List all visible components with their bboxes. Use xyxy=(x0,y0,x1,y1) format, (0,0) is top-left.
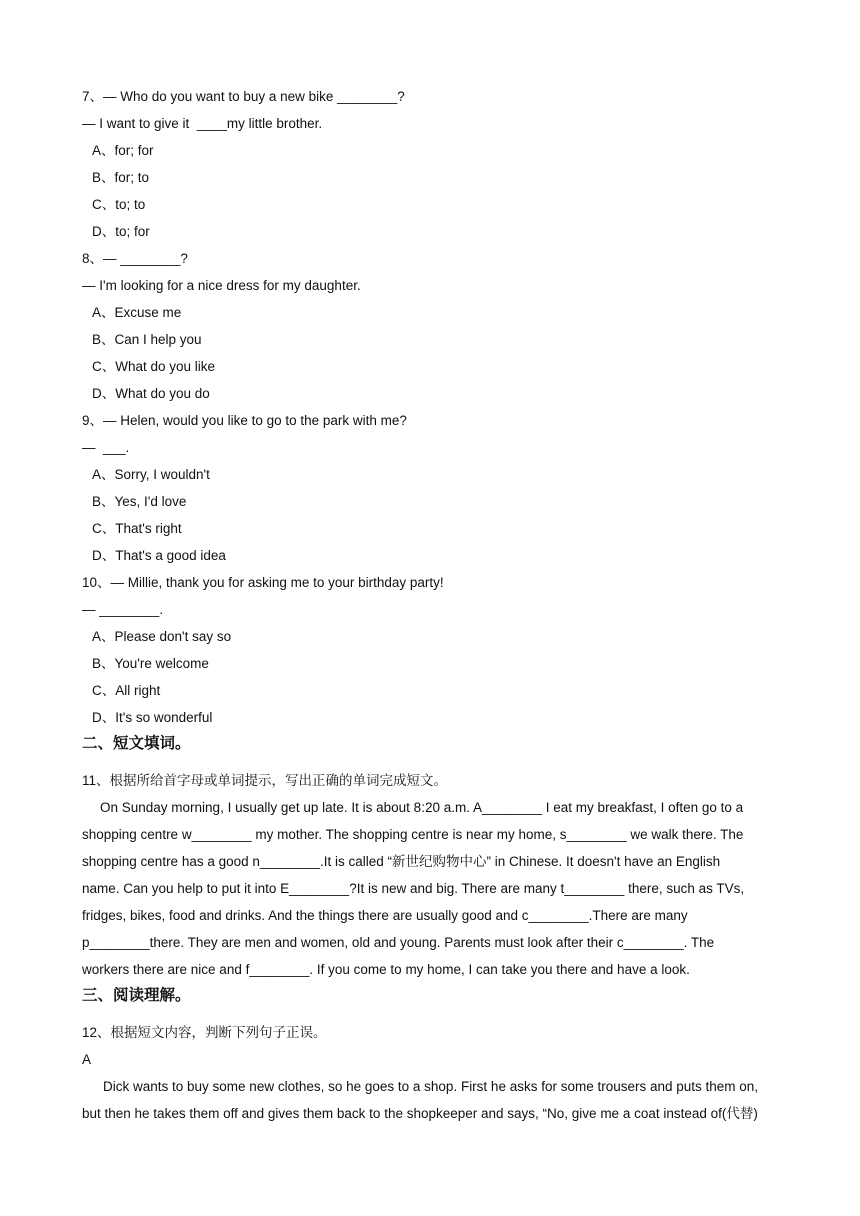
q11-instruction: 11、根据所给首字母或单词提示，写出正确的单词完成短文。 xyxy=(82,773,448,788)
q7-option-a: A、for; for xyxy=(92,143,154,158)
q7-reply: — I want to give it ____my little brother. xyxy=(82,116,323,131)
q9-option-c: C、That's right xyxy=(92,521,182,536)
q11-passage-line: name. Can you help to put it into E________?It is new and big. There are many t________ there, such as TVs, xyxy=(82,881,745,896)
q11-passage-line: On Sunday morning, I usually get up late. It is about 8:20 a.m. A________ I eat my breakfast, I often go to a xyxy=(100,800,744,815)
q8-option-a: A、Excuse me xyxy=(92,305,182,320)
q11-passage-line: shopping centre has a good n________.It is called “新世纪购物中心” in Chinese. It doesn't have an English xyxy=(82,854,721,869)
q10-stem: 10、— Millie, thank you for asking me to your birthday party! xyxy=(82,575,444,590)
section3-heading: 三、阅读理解。 xyxy=(82,987,191,1004)
q8-option-c: C、What do you like xyxy=(92,359,216,374)
reading-passage-line: but then he takes them off and gives them back to the shopkeeper and says, “No, give me a coat instead of(代替) xyxy=(82,1106,758,1121)
q11-passage-line: workers there are nice and f________. If you come to my home, I can take you there and have a look. xyxy=(82,962,690,977)
q8-stem: 8、— ________? xyxy=(82,251,188,266)
q7-option-d: D、to; for xyxy=(92,224,150,239)
q8-option-b: B、Can I help you xyxy=(92,332,202,347)
q7-option-b: B、for; to xyxy=(92,170,150,185)
passage-label-a: A xyxy=(82,1052,92,1067)
q10-reply: — ________. xyxy=(82,602,164,617)
q10-option-b: B、You're welcome xyxy=(92,656,209,671)
q8-reply: — I'm looking for a nice dress for my daughter. xyxy=(82,278,361,293)
q8-option-d: D、What do you do xyxy=(92,386,210,401)
q9-option-a: A、Sorry, I wouldn't xyxy=(92,467,210,482)
reading-passage-line: Dick wants to buy some new clothes, so he goes to a shop. First he asks for some trousers and puts them on, xyxy=(103,1079,759,1094)
q10-option-d: D、It's so wonderful xyxy=(92,710,213,725)
q7-stem: 7、— Who do you want to buy a new bike ________? xyxy=(82,89,405,104)
q9-option-b: B、Yes, I'd love xyxy=(92,494,187,509)
q9-stem: 9、— Helen, would you like to go to the park with me? xyxy=(82,413,407,428)
q11-passage-line: shopping centre w________ my mother. The shopping centre is near my home, s________ we walk there. The xyxy=(82,827,744,842)
q10-option-c: C、All right xyxy=(92,683,161,698)
q11-passage-line: fridges, bikes, food and drinks. And the things there are usually good and c________.There are many xyxy=(82,908,688,923)
q9-option-d: D、That's a good idea xyxy=(92,548,226,563)
section2-heading: 二、短文填词。 xyxy=(82,735,191,752)
q11-passage-line: p________there. They are men and women, old and young. Parents must look after their c________. The xyxy=(82,935,715,950)
q7-option-c: C、to; to xyxy=(92,197,146,212)
q12-instruction: 12、根据短文内容，判断下列句子正误。 xyxy=(82,1025,327,1040)
q9-reply: — ___. xyxy=(82,440,130,455)
q10-option-a: A、Please don't say so xyxy=(92,629,232,644)
